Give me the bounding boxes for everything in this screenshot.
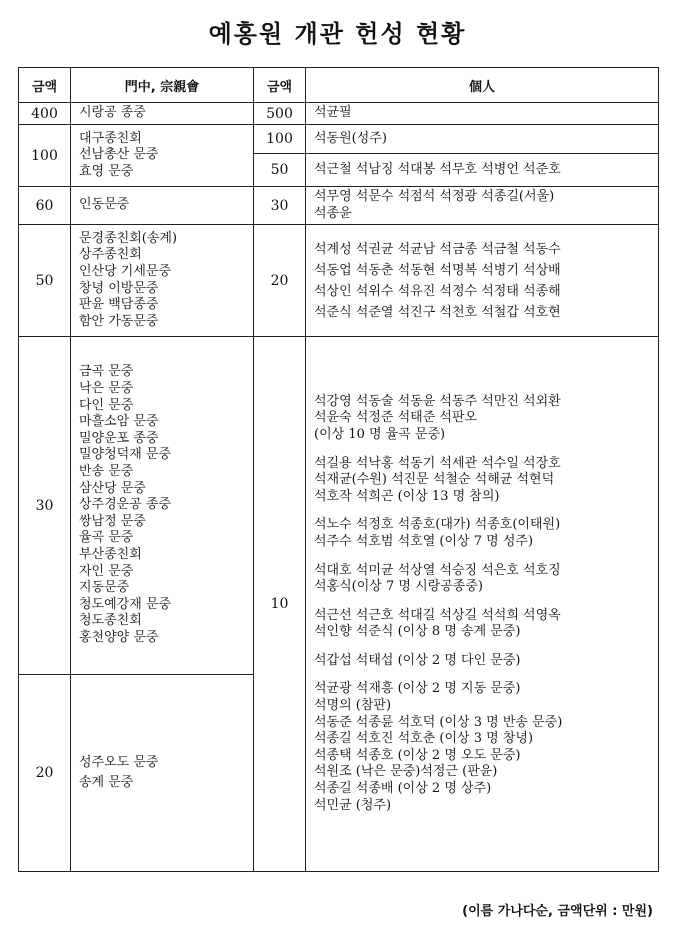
name-line: 석길용 석낙홍 석동기 석세관 석수일 석장호 bbox=[314, 455, 561, 471]
name-line: 함안 가동문중 bbox=[79, 313, 159, 329]
name-line: 석동업 석동춘 석동현 석명복 석병기 석상배 bbox=[314, 262, 561, 278]
clan-names bbox=[71, 103, 254, 125]
clan-amount: 30 bbox=[19, 337, 71, 675]
clan-names bbox=[71, 187, 254, 225]
individual-names bbox=[306, 337, 659, 872]
individual-names bbox=[306, 125, 659, 154]
name-line: 석호작 석희곤 (이상 13 명 참의) bbox=[314, 488, 500, 504]
name-line: 청도예강재 문중 bbox=[79, 596, 172, 612]
header-individual: 個人 bbox=[306, 68, 659, 103]
name-line: 부산종친회 bbox=[79, 546, 142, 562]
individual-amount: 50 bbox=[254, 154, 306, 187]
name-line: 석노수 석정호 석종호(대가) 석종호(이태원) bbox=[314, 517, 561, 533]
name-group bbox=[314, 608, 658, 641]
clan-names bbox=[71, 337, 254, 675]
name-line: 삼산당 문중 bbox=[79, 480, 146, 496]
name-line: 상주종친회 bbox=[79, 247, 142, 263]
individual-names bbox=[306, 103, 659, 125]
page-title: 예홍원 개관 헌성 현황 bbox=[208, 20, 467, 48]
table-row bbox=[19, 225, 659, 337]
name-line: 석윤숙 석정준 석태준 석판오 bbox=[314, 410, 478, 426]
individual-names bbox=[306, 225, 659, 337]
name-line: 청도종친회 bbox=[79, 613, 142, 629]
table-row bbox=[19, 125, 659, 154]
name-line: 석홍식(이상 7 명 시랑공종중) bbox=[314, 579, 483, 595]
name-line: 석명의 (참판) bbox=[314, 698, 392, 714]
name-line: 인동문중 bbox=[79, 197, 130, 213]
name-line: 석준식 석준열 석진구 석천호 석철갑 석호현 bbox=[314, 304, 561, 320]
name-line: 선남총산 문중 bbox=[79, 147, 159, 163]
name-line: 밀양운포 종중 bbox=[79, 430, 159, 446]
name-line: 석종길 석호진 석호춘 (이상 3 명 창녕) bbox=[314, 731, 534, 747]
name-line: 석균광 석재흥 (이상 2 명 지동 문중) bbox=[314, 681, 521, 697]
name-line: 석인향 석준식 (이상 8 명 송계 문중) bbox=[314, 624, 521, 640]
name-line: 시랑공 종중 bbox=[79, 105, 146, 121]
individual-names bbox=[306, 154, 659, 187]
individual-amount: 20 bbox=[254, 225, 306, 337]
name-line: 석무영 석문수 석점석 석정광 석종길(서울) bbox=[314, 188, 555, 204]
name-line: 인산당 기세문중 bbox=[79, 263, 172, 279]
name-line: 마흘소암 문중 bbox=[79, 414, 159, 430]
header-amount-individual: 금액 bbox=[254, 68, 306, 103]
header-clan: 門中, 宗親會 bbox=[71, 68, 254, 103]
individual-amount: 100 bbox=[254, 125, 306, 154]
clan-amount: 60 bbox=[19, 187, 71, 225]
name-line: 성주오도 문중 bbox=[79, 755, 159, 770]
name-line: 금곡 문중 bbox=[79, 364, 134, 380]
name-group bbox=[314, 517, 658, 550]
name-line: 송계 문중 bbox=[79, 775, 134, 790]
table-row bbox=[19, 103, 659, 125]
name-line: 석동준 석종륜 석호덕 (이상 3 명 반송 문중) bbox=[314, 714, 563, 730]
name-line: 석강영 석동술 석동윤 석동주 석만진 석외환 bbox=[314, 393, 561, 409]
name-line: 석주수 석호범 석호열 (이상 7 명 성주) bbox=[314, 533, 534, 549]
donation-table bbox=[18, 67, 659, 872]
name-line: 자인 문중 bbox=[79, 563, 134, 579]
name-group bbox=[314, 653, 658, 670]
table-row bbox=[19, 337, 659, 675]
individual-amount: 30 bbox=[254, 187, 306, 225]
individual-names bbox=[306, 187, 659, 225]
name-line: 석상인 석위수 석유진 석정수 석정태 석종해 bbox=[314, 283, 561, 299]
footer-note: (이름 가나다순, 금액단위 : 만원) bbox=[462, 904, 653, 919]
name-line: 홍천양양 문중 bbox=[79, 629, 159, 645]
name-line: 낙은 문중 bbox=[79, 381, 134, 397]
name-line: 석민균 (청주) bbox=[314, 797, 392, 813]
name-line: 창녕 이방문중 bbox=[79, 280, 159, 296]
clan-names bbox=[71, 125, 254, 187]
clan-amount: 50 bbox=[19, 225, 71, 337]
table-row bbox=[19, 187, 659, 225]
individual-amount: 10 bbox=[254, 337, 306, 872]
table-header-row bbox=[19, 68, 659, 103]
name-line: 석계성 석권균 석균남 석금종 석금철 석동수 bbox=[314, 241, 561, 257]
name-line: 석종택 석종호 (이상 2 명 오도 문중) bbox=[314, 747, 521, 763]
name-line: (이상 10 명 율곡 문중) bbox=[314, 426, 446, 442]
clan-names bbox=[71, 225, 254, 337]
name-line: 석대호 석미균 석상열 석승징 석은호 석호징 bbox=[314, 562, 561, 578]
name-line: 석종길 석종배 (이상 2 명 상주) bbox=[314, 781, 492, 797]
header-amount: 금액 bbox=[19, 68, 71, 103]
clan-amount: 20 bbox=[19, 675, 71, 872]
name-line: 반송 문중 bbox=[79, 464, 134, 480]
name-line: 상주경운공 종중 bbox=[79, 497, 172, 513]
name-line: 석근선 석근호 석대길 석상길 석석희 석영옥 bbox=[314, 607, 561, 623]
name-group bbox=[314, 456, 658, 506]
name-line: 석원조 (낙은 문중)석정근 (판윤) bbox=[314, 764, 498, 780]
name-line: 판윤 백담종중 bbox=[79, 297, 159, 313]
name-line: 밀양청덕재 문중 bbox=[79, 447, 172, 463]
name-group bbox=[314, 563, 658, 596]
name-line: 쌍남정 문중 bbox=[79, 513, 146, 529]
name-line: 대구종친회 bbox=[79, 130, 142, 146]
name-line: 석종윤 bbox=[314, 205, 352, 221]
clan-amount: 400 bbox=[19, 103, 71, 125]
name-line: 다인 문중 bbox=[79, 397, 134, 413]
name-line: 문경종친회(송계) bbox=[79, 230, 178, 246]
name-line: 석재균(수원) 석진문 석철순 석해균 석현덕 bbox=[314, 472, 555, 488]
name-line: 석갑섭 석태섭 (이상 2 명 다인 문중) bbox=[314, 652, 521, 668]
name-line: 효영 문중 bbox=[79, 163, 134, 179]
name-group bbox=[314, 681, 658, 814]
name-line: 지동문중 bbox=[79, 580, 130, 596]
clan-amount: 100 bbox=[19, 125, 71, 187]
individual-amount: 500 bbox=[254, 103, 306, 125]
name-line: 석균필 bbox=[314, 105, 352, 121]
clan-names bbox=[71, 675, 254, 872]
name-line: 석동원(성주) bbox=[314, 130, 387, 146]
name-line: 율곡 문중 bbox=[79, 530, 134, 546]
name-line: 석근철 석남징 석대봉 석무호 석병언 석준호 bbox=[314, 161, 561, 177]
name-group bbox=[314, 394, 658, 444]
